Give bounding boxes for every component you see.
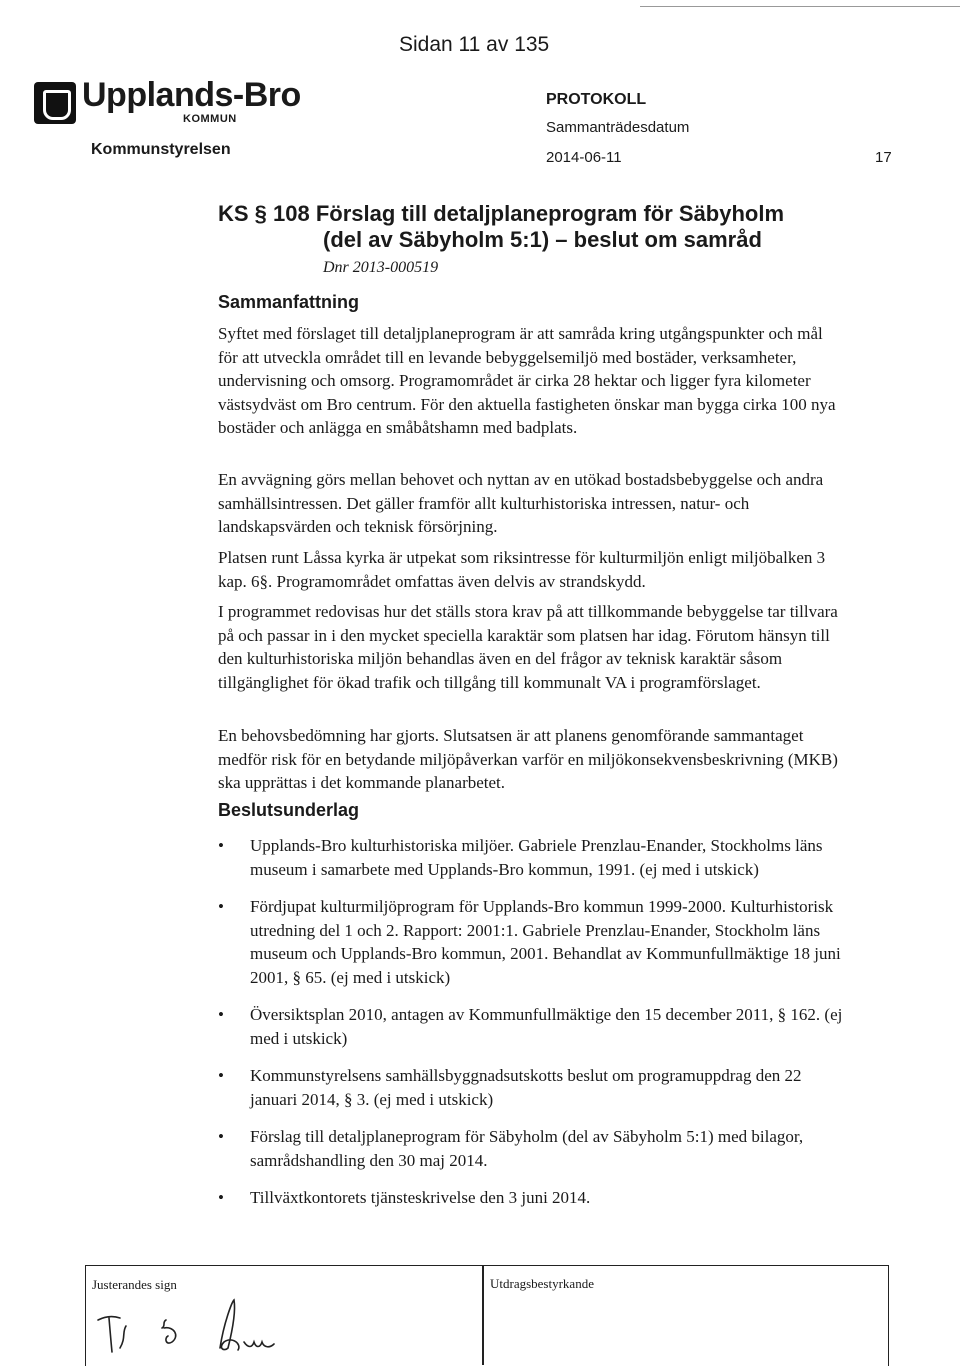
coat-of-arms-icon [34,82,76,124]
department-name: Kommunstyrelsen [91,141,231,158]
municipality-logo [34,82,76,124]
meeting-date-label: Sammanträdesdatum [546,119,690,136]
meeting-date-value: 2014-06-11 [546,149,622,166]
item-heading-line2: (del av Säbyholm 5:1) – beslut om samråd [323,227,762,252]
handwritten-initials [92,1292,332,1363]
summary-paragraph: Syftet med förslaget till detaljplaneprogram är att samråda kring utgångspunkter och mål för att utveckla området till en levande bebyggelsemiljö med bostäder, verksamheter, undervisning och omsorg. Programområdet är cirka 28 hektar och ligger fyra kilometer västsydväst om Bro centrum. För den aktuella fastigheten önskar man bygga cirka 100 nya bostäder och anlägga en småbåtshamn med badplats. [218,324,836,437]
item-heading-line1: KS § 108 Förslag till detaljplaneprogram för Säbyholm [218,201,785,226]
list-item: • Kommunstyrelsens samhällsbyggnadsutskotts beslut om programuppdrag den 22 januari 2014, § 3. (ej med i utskick) [218,1064,843,1111]
list-item: • Fördjupat kulturmiljöprogram för Upplands-Bro kommun 1999-2000. Kulturhistorisk utredning del 1 och 2. Rapport: 2001:1. Gabriele Prenzlau-Enander, Stockholm läns museum och Upplands-Bro kommun, 2001. Behandlat av Kommunfullmäktige 18 juni 2001, § 65. (ej med i utskick) [218,895,843,989]
adjuster-signature-label: Justerandes sign [92,1277,177,1292]
list-item: • Upplands-Bro kulturhistoriska miljöer. Gabriele Prenzlau-Enander, Stockholms läns museum i samarbete med Upplands-Bro kommun, 1991. (ej med i utskick) [218,834,843,881]
document-type: PROTOKOLL [546,91,647,108]
protocol-page-number: 17 [875,149,892,166]
page-counter: Sidan 11 av 135 [399,33,550,56]
summary-paragraph: En avvägning görs mellan behovet och nyttan av en utökad bostadsbebyggelse och andra samhällsintressen. Det gäller framför allt kulturhistoriska intressen, natur- och landskapsvärden och teknisk försörjning. [218,470,824,536]
list-item: • Förslag till detaljplaneprogram för Säbyholm (del av Säbyholm 5:1) med bilagor, samrådshandling den 30 maj 2014. [218,1125,843,1172]
logo-text: Upplands-Bro [82,76,301,114]
summary-paragraph: En behovsbedömning har gjorts. Slutsatsen är att planens genomförande sammantaget medför risk för en betydande miljöpåverkan varför en miljökonsekvensbeskrivning (MKB) ska upprättas i det kommande planarbetet. [218,726,838,792]
summary-paragraph: Platsen runt Låssa kyrka är utpekat som riksintresse för kulturmiljön enligt miljöbalken 3 kap. 6§. Programområdet omfattas även delvis av strandskydd. [218,548,826,591]
list-item: • Översiktsplan 2010, antagen av Kommunfullmäktige den 15 december 2011, § 162. (ej med i utskick) [218,1003,843,1050]
list-item: • Tillväxtkontorets tjänsteskrivelse den 3 juni 2014. [218,1186,843,1210]
top-rule [640,6,960,7]
signature-box-divider [482,1265,484,1365]
logo-subtitle: KOMMUN [183,113,237,125]
decision-basis-list [218,834,843,1224]
summary-paragraph: I programmet redovisas hur det ställs stora krav på att tillkommande bebyggelse tar tillvara på och passar in i den mycket speciella karaktär som platsen har idag. Förutom hänsyn till den kulturhistoriska miljön behandlas även en del frågor av teknisk karaktär såsom tillgänglighet för ökad trafik och tillgång till kommunalt VA i programförslaget. [218,602,838,692]
diary-number: Dnr 2013-000519 [323,259,439,276]
summary-heading: Sammanfattning [218,292,360,312]
extract-certification-label: Utdragsbestyrkande [490,1276,594,1291]
decision-basis-heading: Beslutsunderlag [218,800,360,820]
